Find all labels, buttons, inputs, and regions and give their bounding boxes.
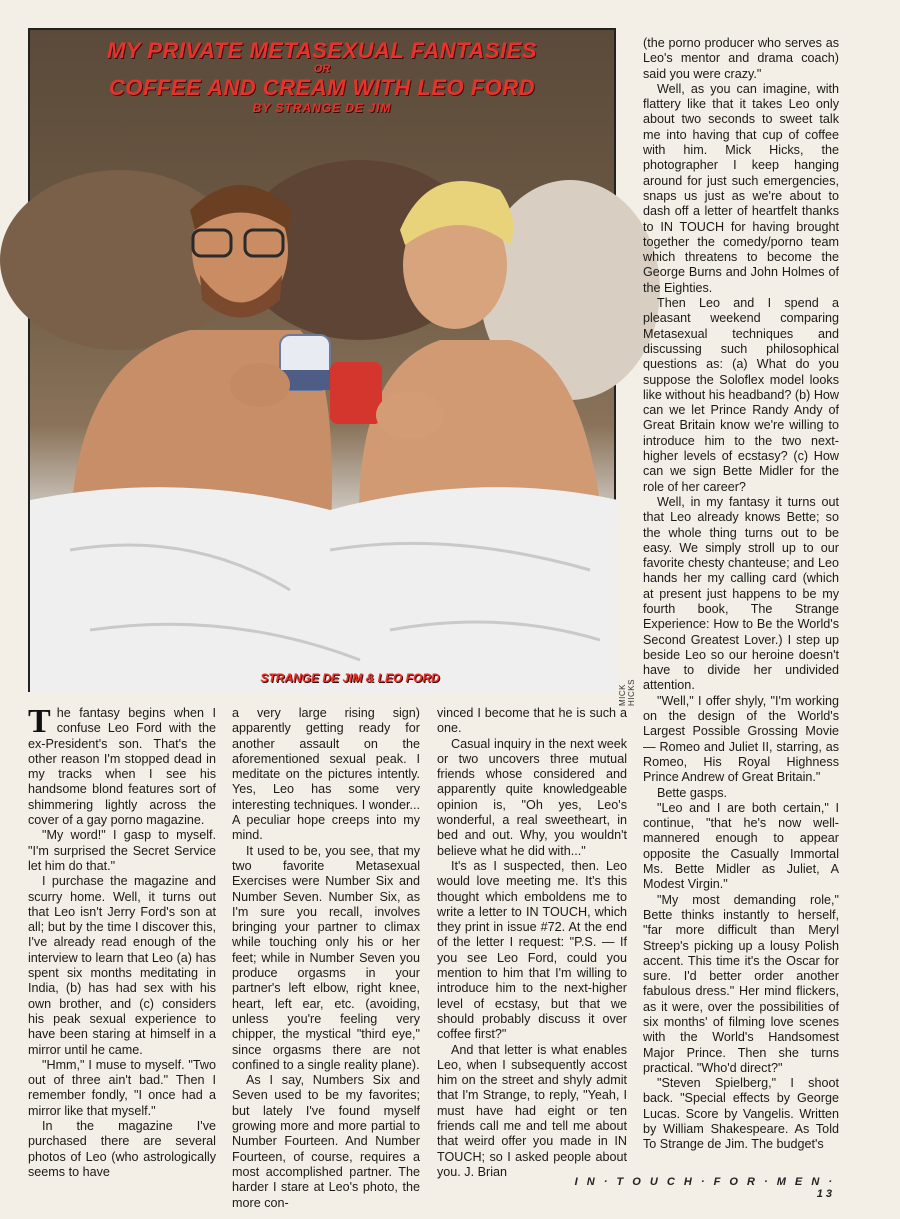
paragraph: Bette gasps. [657, 785, 728, 800]
paragraph: he fantasy begins when I confuse Leo Ford with the ex-President's son. That's the other reason I'm stopped dead in my tracks when I see his handsome blond features sort of shimmering lightly across the cover of a gay porno magazine. [28, 706, 216, 828]
page-footer: I N · T O U C H · F O R · M E N · 13 [574, 1176, 835, 1200]
white-comforter [30, 487, 618, 694]
paragraph: And that letter is what enables Leo, when I subsequently accost him on the street and shyly admit that I'm Strange, to reply, "Yeah, I must have had eight or ten friends call me and tell me about that weird offer you made in IN TOUCH; so I asked people about you. J. Brian [437, 1042, 627, 1179]
paragraph: "Leo and I are both certain," I continue, "that he's now well-mannered enough to appear opposite the Casually Immortal Ms. Bette Midler as Juliet, A Modest Virgin." [643, 800, 839, 892]
text-column-2 [232, 706, 420, 1210]
paragraph: "Steven Spielberg," I shoot back. "Special effects by George Lucas. Score by Vangelis. Written by William Shakespeare. As Told To Strange de Jim. The budget's [643, 1076, 839, 1152]
paragraph: Casual inquiry in the next week or two uncovers three mutual friends whose considered and apparently quite knowledgeable opinion is, "Oh yes, Leo's wonderful, a real sweetheart, in bed and out. Why, you wouldn't believe what he did with..." [437, 736, 627, 858]
paragraph: vinced I become that he is such a one. [437, 706, 627, 736]
paragraph: In the magazine I've purchased there are several photos of Leo (who astrologically seems to have [28, 1119, 216, 1179]
paragraph: "Hmm," I muse to myself. "Two out of three ain't bad." Then I remember fondly, "I once had a mirror like that myself." [28, 1057, 216, 1118]
paragraph: "Well," I offer shyly, "I'm working on the design of the World's Largest Possible Grossing Movie — Romeo and Juliet II, starring, as Romeo, His Royal Highness Prince Andrew of Great Britain." [643, 693, 839, 785]
paragraph: "My most demanding role," Bette thinks instantly to herself, "far more difficult than Meryl Streep's picking up a lousy Polish accent. This time it's the Oscar for sure. I'd better order another fabulous dress." Her mind flickers, as it were, over the possibilities of six months' of filming love scenes with the World's Handsomest Major Prince. Then she turns practical. "Who'd direct?" [643, 892, 839, 1075]
headline-subtitle: COFFEE AND CREAM WITH LEO FORD [108, 75, 536, 100]
paragraph: As I say, Numbers Six and Seven used to be my favorites; but lately I've found myself growing more and more partial to Number Fourteen. And Number Fourteen, of course, requires a most accomplished partner. The harder I stare at Leo's photo, the more con- [232, 1073, 420, 1210]
paragraph: (the porno producer who serves as Leo's mentor and drama coach) said you were crazy." [643, 36, 839, 81]
paragraph: I purchase the magazine and scurry home. Well, it turns out that Leo isn't Jerry Ford's son at all; but by the time I discover this, I've already read enough of the interview to learn that Leo (a) has spent six months meditating in India, (b) has had sex with his own brother, and (c) considers his peak sexual experience to have been staring at himself in a mirror until he came. [28, 874, 216, 1057]
headline-or: OR [313, 63, 331, 75]
cover-photo [28, 28, 616, 692]
paragraph: Then Leo and I spend a pleasant weekend comparing Metasexual techniques and discussing such philosophical questions as: (a) What do you suppose the Soloflex model looks like without his headband? (b) How can we let Prince Randy Andy of Great Britain know we're willing to introduce him to the two next-higher levels of ecstasy? (c) How can we sign Bette Midler for the role of her career? [643, 296, 840, 494]
headline-title: MY PRIVATE METASEXUAL FANTASIES [107, 38, 537, 63]
paragraph: It used to be, you see, that my two favorite Metasexual Exercises were Number Six and Number Seven. Number Six, as I'm sure you recall, involves bringing your partner to climax while touching only his or her feet; while in Number Seven you produce orgasms in your partner's left elbow, right knee, heart, left ear, etc. (avoiding, unless you're feeling very chipper, the mystical "third eye," since orgasms there are not confined to a single reality plane). [232, 843, 420, 1072]
photo-credit: MICK HICKS [618, 679, 636, 706]
text-column-4 [643, 36, 839, 1176]
left-man-hand [230, 363, 290, 407]
paragraph: It's as I suspected, then. Leo would love meeting me. It's this thought which emboldens me to write a letter to IN TOUCH, which they print in issue #72. At the end of the letter I request: "P.S. — If you see Leo Ford, could you mention to him that I'm willing to introduce him to the next-higher level of ecstasy, but that we should probably discuss it over coffee first?" [437, 858, 627, 1042]
paragraph: Well, as you can imagine, with flattery like that it takes Leo only about two seconds to sweet talk me into having that cup of coffee with him. Mick Hicks, the photographer I keep hanging around for just such emergencies, snaps us just as we're about to dash off a letter of heartfelt thanks to IN TOUCH for having brought together the comedy/porno team which threatens to become the George Burns and John Holmes of the Eighties. [643, 81, 839, 295]
headline-byline: BY STRANGE DE JIM [252, 101, 392, 115]
photo-illustration [30, 30, 618, 694]
red-mug [330, 362, 382, 424]
paragraph: Well, in my fantasy it turns out that Leo already knows Bette; so the whole thing turns out to be easy. We simply stroll up to our favorite chesty chanteuse; and Leo hands her my calling card (which at present just happens to be my fourth book, The Strange Experience: How to Be the World's Second Greatest Lover.) I step up beside Leo so our heroine doesn't have to divide her undivided attention. [643, 494, 839, 693]
paragraph: "My word!" I gasp to myself. "I'm surprised the Secret Service let him do that." [28, 828, 216, 873]
right-man-hand [376, 391, 444, 439]
paragraph: a very large rising sign) apparently getting ready for another assault on the aforementioned sexual peak. I meditate on the pictures intently. Yes, Leo has some very interesting techniques. I wonder... A peculiar hope creeps into my mind. [232, 706, 420, 843]
text-column-3 [437, 706, 627, 1179]
drop-cap: T [28, 703, 51, 740]
photo-caption: STRANGE DE JIM & LEO FORD [260, 671, 440, 685]
text-column-1 [28, 703, 216, 1179]
